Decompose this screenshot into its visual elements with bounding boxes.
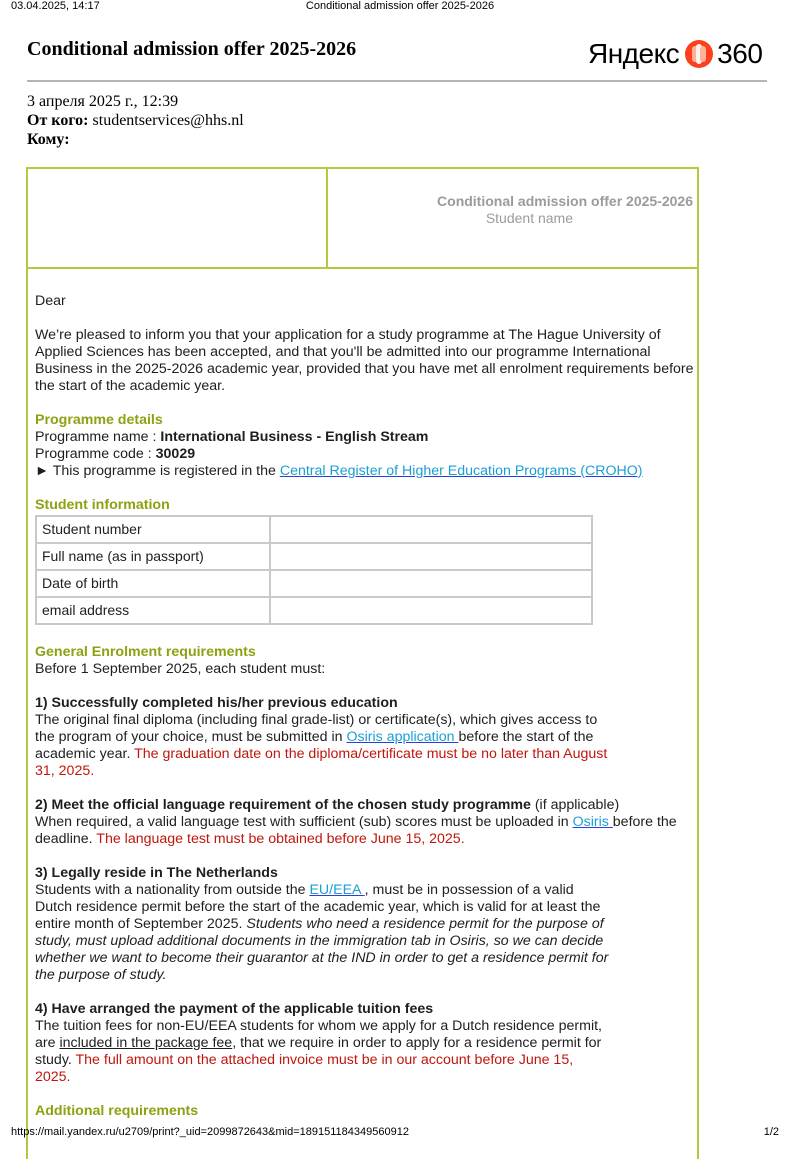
requirement-3-title: 3) Legally reside in The Netherlands [35, 865, 278, 881]
requirement-1-title: 1) Successfully completed his/her previous education [35, 695, 398, 711]
r4-text-a: The tuition fees for non-EU/EEA students for whom we apply for a Dutch residence permit, are [35, 1018, 602, 1051]
requirement-3-text [35, 882, 610, 984]
croho-prefix: ► This programme is registered in the [35, 463, 280, 479]
greeting: Dear [35, 293, 66, 309]
programme-code [35, 446, 695, 463]
general-requirements-heading: General Enrolment requirements [35, 644, 256, 660]
programme-name-label: Programme name : [35, 429, 161, 445]
yandex-360-logo [588, 36, 762, 72]
student-name-label: Student name [485, 210, 573, 226]
letter-body [35, 293, 695, 1120]
r4-text-b: , that we require in order to apply for a residence permit for study. [35, 1035, 602, 1068]
programme-name-value: International Business - English Stream [160, 429, 429, 445]
letter-header-text [328, 193, 693, 227]
requirement-4-text [35, 1018, 610, 1086]
requirement-2-title [35, 797, 695, 814]
row-label: email address [36, 597, 270, 624]
r4-warning: The full amount on the attached invoice must be in our account before June 15, 2025. [35, 1052, 574, 1085]
row-value [270, 570, 592, 597]
croho-line [35, 463, 695, 480]
programme-code-value: 30029 [155, 446, 196, 462]
to-label: Кому: [27, 131, 70, 148]
intro-paragraph: We’re pleased to inform you that your application for a study programme at The Hague University of Applied Sciences has been accepted, and that you'll be admitted into our programme International Business in the 2025-2026 academic year, provided that you have met all enrolment requirements before the start of the academic year. [35, 327, 694, 394]
header-divider [27, 80, 767, 82]
print-url: https://mail.yandex.ru/u2709/print?_uid=2099872643&mid=189151184349560912 [11, 1126, 409, 1138]
student-information-heading: Student information [35, 497, 170, 513]
mail-subject: Conditional admission offer 2025-2026 [27, 38, 357, 60]
student-info-table [35, 515, 593, 625]
table-row [36, 516, 592, 543]
r3-text-b: , must be in possession of a valid Dutch residence permit before the start of the academic year, which is valid for at least the entire month of September 2025. [35, 882, 601, 932]
letter-header [28, 169, 697, 269]
r2-warning: The language test must be obtained before June 15, 2025. [96, 831, 465, 847]
row-label: Student number [36, 516, 270, 543]
table-row [36, 543, 592, 570]
programme-name [35, 429, 695, 446]
r1-text-a: The original final diploma (including final grade-list) or certificate(s), which gives access to the program of your choice, must be submitted in [35, 712, 598, 745]
page-number: 1/2 [763, 1126, 779, 1138]
croho-link[interactable]: Central Register of Higher Education Programs (CROHO) [279, 463, 643, 479]
row-label: Date of birth [36, 570, 270, 597]
from-label: От кого: [27, 112, 89, 129]
row-value [270, 516, 592, 543]
logo-brand: Яндекс [588, 38, 680, 69]
letter-title: Conditional admission offer 2025-2026 [437, 193, 693, 209]
row-value [270, 543, 592, 570]
r3-italic-note: Students who need a residence permit for the purpose of study, must upload additional documents in the immigration tab in Osiris, so we can decide whether we want to become their guarantor at the IND in order to get a residence permit for the purpose of study. [35, 916, 609, 983]
yandex-360-icon [685, 40, 713, 68]
eu-eea-link[interactable]: EU/EEA [309, 882, 365, 898]
table-row [36, 597, 592, 624]
osiris-application-link[interactable]: Osiris application [346, 729, 459, 745]
requirements-intro: Before 1 September 2025, each student must: [35, 661, 326, 677]
package-fee-text: included in the package fee [59, 1035, 233, 1051]
r2-text-a: When required, a valid language test with sufficient (sub) scores must be uploaded in [35, 814, 573, 830]
table-row [36, 570, 592, 597]
programme-code-label: Programme code : [35, 446, 156, 462]
letter-frame [26, 167, 699, 1159]
mail-to [27, 130, 244, 149]
print-datetime: 03.04.2025, 14:17 [11, 0, 100, 12]
requirement-4-title: 4) Have arranged the payment of the applicable tuition fees [35, 1001, 434, 1017]
r2-title-bold: 2) Meet the official language requirement of the chosen study programme [35, 797, 531, 813]
from-value: studentservices@hhs.nl [92, 112, 244, 129]
osiris-link[interactable]: Osiris [572, 814, 613, 830]
r1-text-b: before the start of the academic year. [35, 729, 594, 762]
additional-requirements-heading: Additional requirements [35, 1103, 199, 1119]
print-title: Conditional admission offer 2025-2026 [305, 0, 495, 12]
row-value [270, 597, 592, 624]
r3-text-a: Students with a nationality from outside the [35, 882, 310, 898]
mail-meta [27, 92, 244, 149]
mail-date: 3 апреля 2025 г., 12:39 [27, 93, 179, 110]
row-label: Full name (as in passport) [36, 543, 270, 570]
logo-number: 360 [717, 38, 763, 69]
print-header [0, 0, 800, 14]
requirement-2-text [35, 814, 695, 848]
r2-text-b: before the deadline. [35, 814, 677, 847]
r2-title-suffix: (if applicable) [530, 797, 620, 813]
mail-from [27, 111, 244, 130]
r1-warning: The graduation date on the diploma/certificate must be no later than August 31, 2025. [35, 746, 608, 779]
programme-details-heading: Programme details [35, 412, 163, 428]
requirement-1-text [35, 712, 610, 780]
